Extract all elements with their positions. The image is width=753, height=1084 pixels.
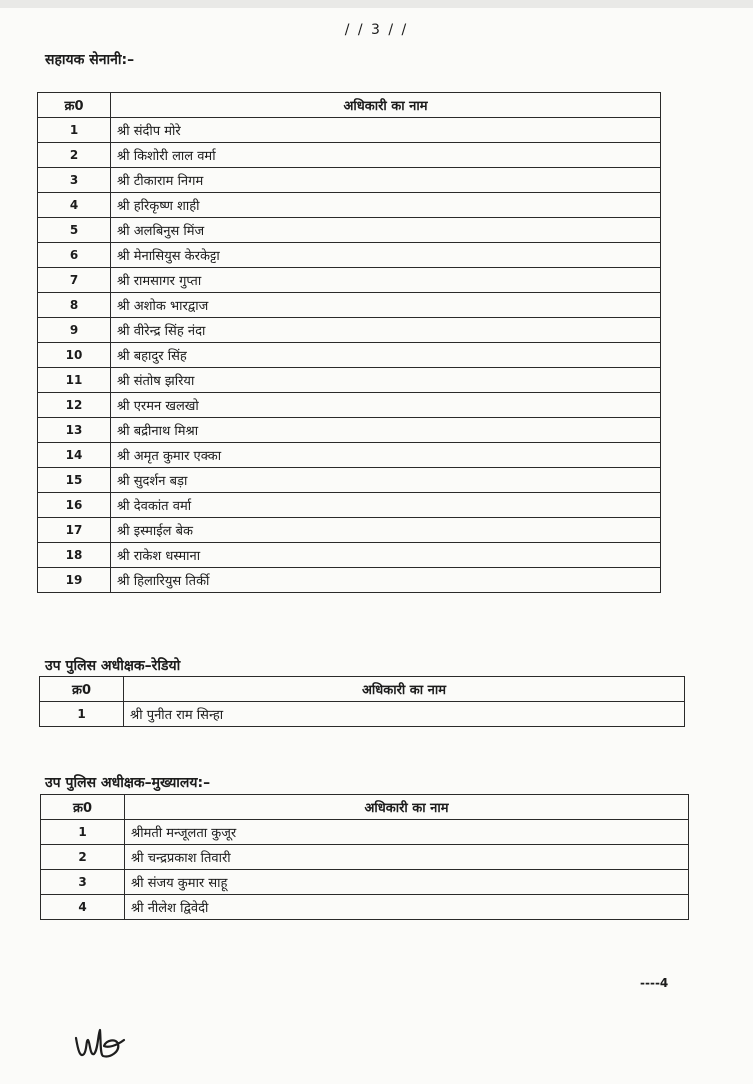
table-body	[38, 118, 661, 593]
col-header-officer-name: अधिकारी का नाम	[124, 677, 685, 702]
officer-name-cell: श्री पुनीत राम सिन्हा	[124, 702, 685, 727]
serial-number-cell: 3	[38, 168, 111, 193]
table-header-row	[40, 677, 685, 702]
serial-number-cell: 10	[38, 343, 111, 368]
officer-name-cell: श्री इस्माईल बेक	[111, 518, 661, 543]
page-top-edge	[0, 0, 753, 8]
officer-name-cell: श्री चन्द्रप्रकाश तिवारी	[125, 845, 689, 870]
table-row	[38, 518, 661, 543]
officer-name-cell: श्री संतोष झरिया	[111, 368, 661, 393]
serial-number-cell: 6	[38, 243, 111, 268]
table-row	[38, 393, 661, 418]
officer-name-cell: श्रीमती मन्जूलता कुजूर	[125, 820, 689, 845]
table-row	[38, 143, 661, 168]
serial-number-cell: 5	[38, 218, 111, 243]
serial-number-cell: 4	[41, 895, 125, 920]
table-row	[38, 368, 661, 393]
serial-number-cell: 18	[38, 543, 111, 568]
table-row	[41, 820, 689, 845]
serial-number-cell: 1	[41, 820, 125, 845]
col-header-officer-name: अधिकारी का नाम	[111, 93, 661, 118]
officer-name-cell: श्री संजय कुमार साहू	[125, 870, 689, 895]
table-row	[38, 243, 661, 268]
officer-name-cell: श्री बहादुर सिंह	[111, 343, 661, 368]
officer-name-cell: श्री वीरेन्द्र सिंह नंदा	[111, 318, 661, 343]
serial-number-cell: 3	[41, 870, 125, 895]
continuation-marker: ----4	[640, 976, 669, 990]
col-header-serial: क्र0	[41, 795, 125, 820]
section-heading-dsp-headquarters: उप पुलिस अधीक्षक–मुख्यालय:–	[45, 775, 211, 791]
table-row	[38, 293, 661, 318]
col-header-serial: क्र0	[38, 93, 111, 118]
officer-name-cell: श्री अशोक भारद्वाज	[111, 293, 661, 318]
serial-number-cell: 1	[40, 702, 124, 727]
officer-table-assistant-commandant	[37, 92, 661, 593]
table-row	[38, 193, 661, 218]
serial-number-cell: 15	[38, 468, 111, 493]
table-row	[38, 318, 661, 343]
officer-name-cell: श्री संदीप मोरे	[111, 118, 661, 143]
table-row	[41, 845, 689, 870]
col-header-serial: क्र0	[40, 677, 124, 702]
table-header-row	[41, 795, 689, 820]
officer-name-cell: श्री रामसागर गुप्ता	[111, 268, 661, 293]
officer-name-cell: श्री मेनासियुस केरकेट्टा	[111, 243, 661, 268]
officer-name-cell: श्री टीकाराम निगम	[111, 168, 661, 193]
serial-number-cell: 8	[38, 293, 111, 318]
serial-number-cell: 16	[38, 493, 111, 518]
table-row	[38, 218, 661, 243]
serial-number-cell: 2	[38, 143, 111, 168]
section-heading-assistant-commandant: सहायक सेनानी:–	[45, 52, 135, 68]
officer-name-cell: श्री हिलारियुस तिर्की	[111, 568, 661, 593]
table-row	[41, 895, 689, 920]
serial-number-cell: 4	[38, 193, 111, 218]
serial-number-cell: 12	[38, 393, 111, 418]
serial-number-cell: 17	[38, 518, 111, 543]
table-body	[41, 820, 689, 920]
officer-table-dsp-radio	[39, 676, 685, 727]
serial-number-cell: 7	[38, 268, 111, 293]
table-row	[41, 870, 689, 895]
table-row	[38, 343, 661, 368]
table-row	[38, 568, 661, 593]
table-row	[38, 443, 661, 468]
officer-name-cell: श्री एरमन खलखो	[111, 393, 661, 418]
serial-number-cell: 2	[41, 845, 125, 870]
table-row	[38, 118, 661, 143]
col-header-officer-name: अधिकारी का नाम	[125, 795, 689, 820]
table-row	[38, 493, 661, 518]
serial-number-cell: 9	[38, 318, 111, 343]
page-marker: / / 3 / /	[344, 22, 409, 38]
serial-number-cell: 14	[38, 443, 111, 468]
serial-number-cell: 13	[38, 418, 111, 443]
officer-name-cell: श्री अमृत कुमार एक्का	[111, 443, 661, 468]
table-row	[38, 543, 661, 568]
serial-number-cell: 11	[38, 368, 111, 393]
officer-table-dsp-headquarters	[40, 794, 689, 920]
serial-number-cell: 19	[38, 568, 111, 593]
table-body	[40, 702, 685, 727]
table-row	[38, 468, 661, 493]
section-heading-dsp-radio: उप पुलिस अधीक्षक–रेडियो	[45, 658, 181, 674]
serial-number-cell: 1	[38, 118, 111, 143]
table-header-row	[38, 93, 661, 118]
table-row	[38, 268, 661, 293]
officer-name-cell: श्री नीलेश द्विवेदी	[125, 895, 689, 920]
officer-name-cell: श्री राकेश धस्माना	[111, 543, 661, 568]
table-row	[40, 702, 685, 727]
officer-name-cell: श्री किशोरी लाल वर्मा	[111, 143, 661, 168]
table-row	[38, 418, 661, 443]
officer-name-cell: श्री अलबिनुस मिंज	[111, 218, 661, 243]
signature-icon	[70, 1020, 130, 1070]
officer-name-cell: श्री बद्रीनाथ मिश्रा	[111, 418, 661, 443]
officer-name-cell: श्री हरिकृष्ण शाही	[111, 193, 661, 218]
officer-name-cell: श्री देवकांत वर्मा	[111, 493, 661, 518]
table-row	[38, 168, 661, 193]
officer-name-cell: श्री सुदर्शन बड़ा	[111, 468, 661, 493]
